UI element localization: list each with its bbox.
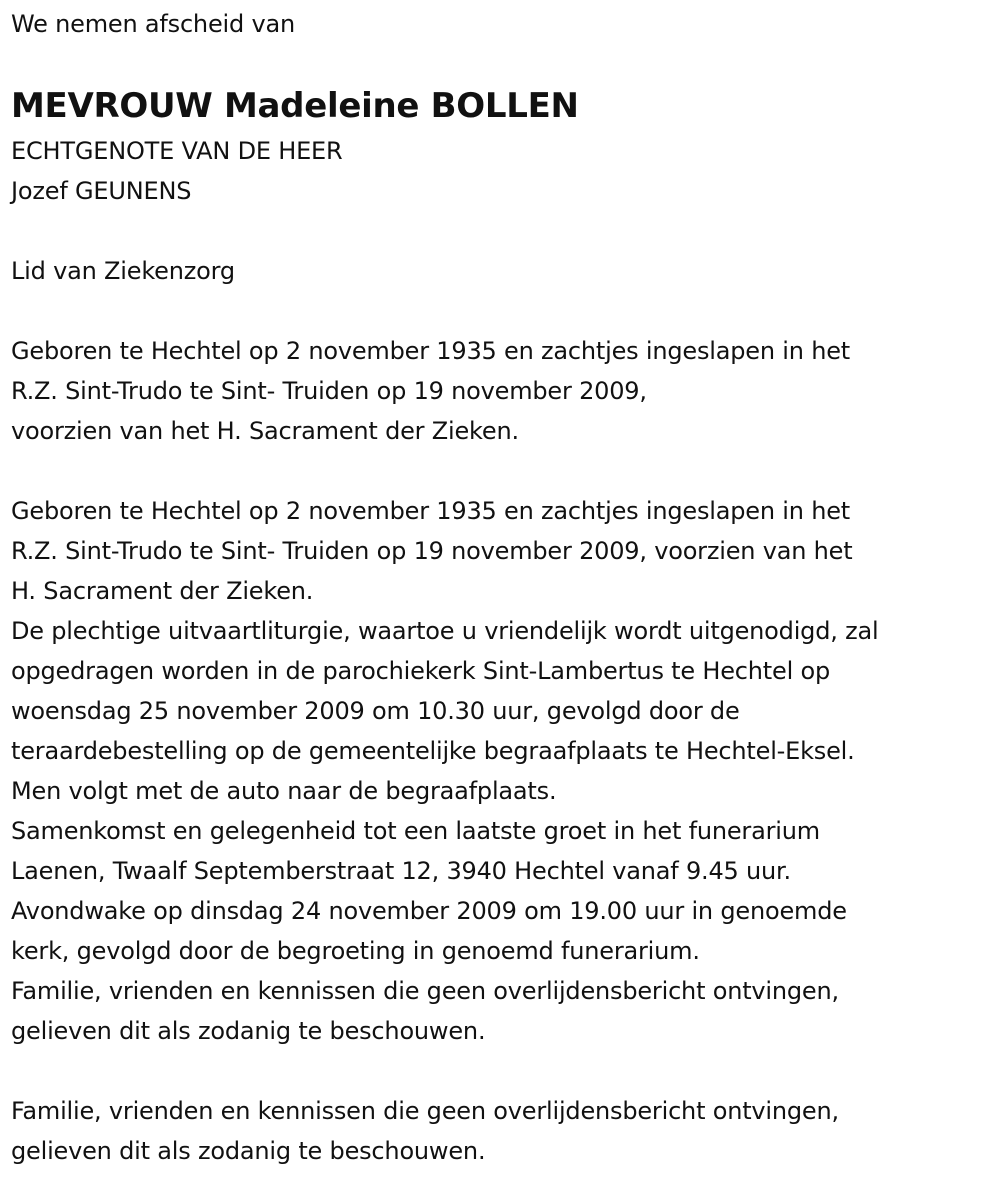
paragraph-line: Geboren te Hechtel op 2 november 1935 en zachtjes ingeslapen in het [11, 337, 850, 365]
birth-paragraph [11, 331, 996, 451]
paragraph-line: opgedragen worden in de parochiekerk Sint-Lambertus te Hechtel op [11, 657, 830, 685]
spacer [11, 1051, 996, 1091]
paragraph-line: Familie, vrienden en kennissen die geen overlijdensbericht ontvingen, [11, 1097, 839, 1125]
paragraph-line: Men volgt met de auto naar de begraafplaats. [11, 777, 557, 805]
paragraph-line: kerk, gevolgd door de begroeting in genoemd funerarium. [11, 937, 700, 965]
paragraph-line: Familie, vrienden en kennissen die geen overlijdensbericht ontvingen, [11, 977, 839, 1005]
paragraph-line: gelieven dit als zodanig te beschouwen. [11, 1017, 486, 1045]
paragraph-line: gelieven dit als zodanig te beschouwen. [11, 1137, 486, 1165]
membership-text: Lid van Ziekenzorg [11, 257, 235, 285]
paragraph-line: voorzien van het H. Sacrament der Zieken. [11, 417, 519, 445]
spacer [11, 451, 996, 491]
paragraph-line: Laenen, Twaalf Septemberstraat 12, 3940 Hechtel vanaf 9.45 uur. [11, 857, 791, 885]
paragraph-line: Samenkomst en gelegenheid tot een laatste groet in het funerarium [11, 817, 820, 845]
paragraph-line: Geboren te Hechtel op 2 november 1935 en zachtjes ingeslapen in het [11, 497, 850, 525]
spouse-title: ECHTGENOTE VAN DE HEER [11, 137, 343, 165]
closing-paragraph [11, 1091, 996, 1171]
paragraph-line: woensdag 25 november 2009 om 10.30 uur, gevolgd door de [11, 697, 740, 725]
intro-text: We nemen afscheid van [11, 10, 295, 38]
obituary-notice [11, 0, 996, 1171]
paragraph-line: R.Z. Sint-Trudo te Sint- Truiden op 19 november 2009, voorzien van het [11, 537, 853, 565]
paragraph-line: R.Z. Sint-Trudo te Sint- Truiden op 19 november 2009, [11, 377, 647, 405]
spouse-name: Jozef GEUNENS [11, 177, 192, 205]
spacer [11, 291, 996, 331]
paragraph-line: Avondwake op dinsdag 24 november 2009 om 19.00 uur in genoemde [11, 897, 847, 925]
funeral-details-paragraph [11, 491, 996, 1051]
paragraph-line: teraardebestelling op de gemeentelijke begraafplaats te Hechtel-Eksel. [11, 737, 855, 765]
paragraph-line: De plechtige uitvaartliturgie, waartoe u vriendelijk wordt uitgenodigd, zal [11, 617, 879, 645]
paragraph-line: H. Sacrament der Zieken. [11, 577, 314, 605]
spacer [11, 211, 996, 251]
deceased-name: MEVROUW Madeleine BOLLEN [11, 86, 579, 126]
